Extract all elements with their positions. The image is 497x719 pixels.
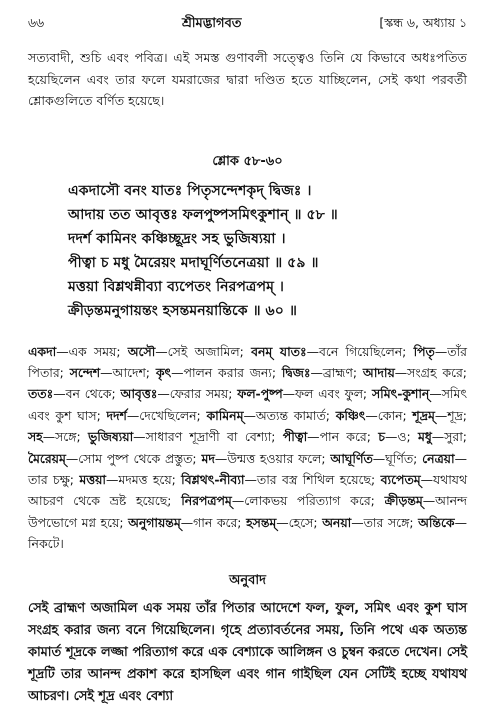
synonym-meaning: লোকভয় পরিত্যাগ করে; — [244, 493, 375, 509]
page-number: ৬৬ — [28, 15, 45, 30]
synonym-term: ততঃ — [28, 386, 54, 402]
verse-line: পীত্বা চ মধু মৈরেয়ং মদাঘূর্ণিতনেত্রয়া ॥ ৫৯ ॥ — [68, 254, 319, 271]
synonym-meaning: সঙ্গে; — [55, 429, 81, 445]
synonym-term: পীত্বা — [282, 429, 308, 445]
verse-heading: শ্লোক ৫৮-৬০ — [212, 153, 283, 169]
synonym-term: সমিৎ-কুশান্ — [371, 386, 430, 402]
verse-line: একদাসৌ বনং যাতঃ পিতৃসন্দেশকৃদ্ দ্বিজঃ । — [68, 182, 312, 199]
synonym-meaning: বন থেকে; — [65, 386, 116, 402]
synonym-meaning: কোন; — [377, 407, 407, 423]
word-for-word-synonyms: একদা—এক সময়; অসৌ—সেই অজামিল; বনম্ যাতঃ—বনে গিয়েছিলেন; পিতৃ—তাঁর পিতার; সন্দেশ—আদেশ; কৃৎ—পালন করার জন্য; দ্বিজঃ—ব্রাহ্মণ; আদায়—সংগ্রহ করে; ততঃ—বন থেকে; আবৃত্তঃ—ফেরার সময়; ফল-পুষ্প—ফল এবং ফুল; সমিৎ-কুশান্—সমিৎ এবং কুশ ঘাস; দদর্শ—দেখেছিলেন; কামিনম্—অত্যন্ত কামার্ত; কঞ্চিৎ—কোন; শূদ্রম্—শূদ্র; সহ—সঙ্গে; ভুজিষ্যয়া—সাধারণ শূদ্রাণী বা বেশ্যা; পীত্বা—পান করে; চ—ও; মধু—সুরা; মৈরেয়ম্—সোম পুষ্প থেকে প্রস্তুত; মদ—উন্মত্ত হওয়ার ফলে; আঘূর্ণিত—ঘূর্ণিত; নেত্রয়া—তার চক্ষু; মত্তয়া—মদমত্ত হয়ে; বিশ্লথৎ-নীব্যা—তার বস্ত্র শিথিল হয়েছে; ব্যপেতম্—যথাযথ আচরণ থেকে ভ্রষ্ট হয়েছে; নিরপত্রপম্—লোকভয় পরিত্যাগ করে; ক্রীড়ন্তম্—আনন্দ উপভোগে মগ্ন হয়ে; অনুগায়ন্তম্—গান করে; হসন্তম্—হেসে; অনয়া—তার সঙ্গে; অন্তিকে—নিকটে। — [28, 343, 467, 552]
synonym-meaning: শূদ্র; — [447, 407, 467, 423]
page-header — [28, 14, 467, 35]
synonym-meaning: তার চক্ষু; — [28, 471, 74, 487]
synonym-meaning: দেখেছিলেন; — [139, 407, 201, 423]
synonym-meaning: সুরা; — [444, 429, 467, 445]
synonym-meaning: সমিৎ এবং কুশ ঘাস; — [28, 386, 467, 423]
synonym-meaning: সংগ্রহ করে; — [407, 364, 467, 380]
synonym-meaning: আনন্দ উপভোগে মগ্ন হয়ে; — [28, 493, 467, 530]
purport-continuation: সত্যবাদী, শুচি এবং পবিত্র। এই সমস্ত গুণাবলী সত্ত্বেও তিনি যে কিভাবে অধঃপতিত হয়েছিলেন এবং তার ফলে যমরাজের দ্বারা দণ্ডিত হতে যাচ্ছিলেন, সেই কথা পরবর্তী শ্লোকগুলিতে বর্ণিত হয়েছে। — [28, 50, 467, 108]
synonym-term: দ্বিজঃ — [281, 364, 311, 380]
synonym-meaning: উন্মত্ত হওয়ার ফলে; — [227, 450, 326, 466]
synonym-term: মদ — [201, 450, 215, 466]
synonym-meaning: তাঁর পিতার; — [28, 343, 467, 380]
synonym-term: ক্রীড়ন্তম্ — [384, 493, 423, 509]
synonym-meaning: সোম পুষ্প থেকে প্রস্তুত; — [78, 450, 197, 466]
synonym-term: কঞ্চিৎ — [335, 407, 366, 423]
verse-line: দদর্শ কামিনং কঞ্চিচ্ছূদ্রং সহ ভুজিষ্যয়া । — [68, 230, 286, 247]
synonym-meaning: গান করে; — [193, 514, 242, 530]
synonym-meaning: নিকটে। — [28, 536, 64, 552]
synonym-meaning: মদমত্ত হয়ে; — [118, 471, 176, 487]
synonym-term: হসন্তম্ — [246, 514, 277, 530]
synonym-meaning: ও; — [397, 429, 411, 445]
synonym-term: আবৃত্তঃ — [120, 386, 158, 402]
synonym-term: সন্দেশ — [69, 364, 101, 380]
synonym-meaning: তার বস্ত্র শিথিল হয়েছে; — [256, 471, 376, 487]
synonym-meaning: পান করে; — [319, 429, 371, 445]
translation-text: সেই ব্রাহ্মণ অজামিল এক সময় তাঁর পিতার আদেশে ফল, ফুল, সমিৎ এবং কুশ ঘাস সংগ্রহ করার জন্য বনে গিয়েছিলেন। গৃহে প্রত্যাবর্তনের সময়, তিনি পথে এক অত্যন্ত কামার্ত শূদ্রকে লজ্জা পরিত্যাগ করে এক বেশ্যাকে আলিঙ্গন ও চুম্বন করতে দেখেন। সেই শূদ্রটি তার আনন্দ প্রকাশ করে হাসছিল এবং গান গাইছিল যেন সেটিই হচ্ছে যথাযথ আচরণ। সেই শূদ্র এবং বেশ্যা — [28, 600, 467, 704]
synonym-term: মৈরেয়ম্ — [28, 450, 66, 466]
synonym-meaning: পালন করার জন্য; — [183, 364, 277, 380]
synonym-meaning: এক সময়; — [68, 343, 121, 359]
synonym-term: পিতৃ — [413, 343, 435, 359]
synonym-meaning: অত্যন্ত কামার্ত; — [255, 407, 330, 423]
synonym-meaning: সাধারণ শূদ্রাণী বা বেশ্যা; — [145, 429, 276, 445]
synonym-term: কামিনম্ — [206, 407, 244, 423]
synonym-term: আদায় — [362, 364, 395, 380]
synonym-meaning: আদেশ; — [112, 364, 150, 380]
synonym-term: শূদ্রম্ — [412, 407, 435, 423]
synonym-term: মধু — [417, 429, 432, 445]
synonym-meaning: ফল এবং ফুল; — [294, 386, 368, 402]
synonym-term: দদর্শ — [106, 407, 127, 423]
verse-text — [68, 179, 467, 323]
synonym-meaning: ফেরার সময়; — [169, 386, 233, 402]
synonym-term: ফল-পুষ্প — [237, 386, 283, 402]
synonym-term: বনম্ যাতঃ — [251, 343, 307, 359]
synonym-term: অন্তিকে — [418, 514, 455, 530]
synonym-meaning: তার সঙ্গে; — [363, 514, 414, 530]
synonym-term: অসৌ — [127, 343, 156, 359]
verse-line: আদায় তত আবৃত্তঃ ফলপুষ্পসমিৎকুশান্ ॥ ৫৮ ॥ — [68, 206, 338, 223]
synonym-term: ব্যপেতম্ — [380, 471, 421, 487]
synonym-meaning: ঘূর্ণিত; — [385, 450, 418, 466]
synonym-term: কৃৎ — [155, 364, 172, 380]
synonym-meaning: বনে গিয়েছিলেন; — [318, 343, 407, 359]
synonym-term: আঘূর্ণিত — [330, 450, 373, 466]
synonym-term: বিশ্লথৎ-নীব্যা — [181, 471, 245, 487]
synonym-term: মত্তয়া — [79, 471, 106, 487]
synonym-term: ভুজিষ্যয়া — [87, 429, 134, 445]
synonym-term: চ — [378, 429, 385, 445]
synonym-meaning: হেসে; — [288, 514, 318, 530]
synonym-term: অনুগায়ন্তম্ — [128, 514, 181, 530]
synonym-term: নেত্রয়া — [422, 450, 455, 466]
synonym-term: সহ — [28, 429, 43, 445]
verse-line: মত্তয়া বিশ্লথন্নীব্যা ব্যপেতং নিরপত্রপম্ । — [68, 278, 285, 295]
synonym-meaning: যথাযথ আচরণ থেকে ভ্রষ্ট হয়েছে; — [28, 471, 467, 509]
book-title: শ্রীমদ্ভাগবত — [181, 16, 242, 31]
synonym-term: নিরপত্রপম্ — [181, 493, 232, 509]
verse-line: ক্রীড়ন্তমনুগায়ন্তং হসন্তমনয়ান্তিকে ॥ ৬০ ॥ — [68, 302, 297, 319]
synonym-term: একদা — [28, 343, 57, 359]
synonym-meaning: সেই অজামিল; — [167, 343, 244, 359]
synonym-term: অনয়া — [322, 514, 352, 530]
section-indicator: [স্কন্ধ ৬, অধ্যায় ১ — [379, 15, 467, 30]
translation-heading: অনুবাদ — [229, 572, 266, 588]
synonym-meaning: ব্রাহ্মণ; — [322, 364, 358, 380]
